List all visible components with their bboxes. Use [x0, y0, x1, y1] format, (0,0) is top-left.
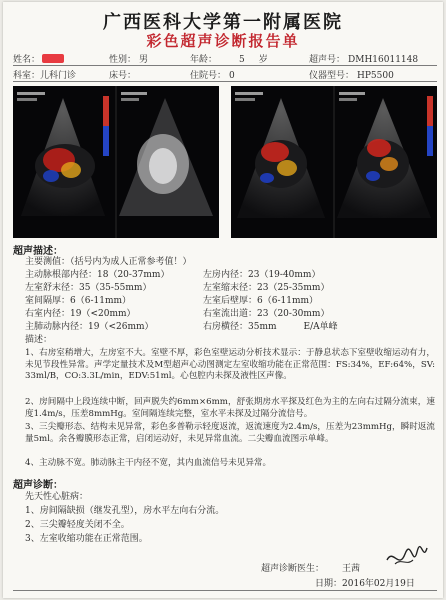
measurement-right: 左室缩末径：23（25-35mm） [203, 283, 330, 293]
dept-field [13, 68, 76, 81]
diagnosis-item: 1、房间隔缺损（继发孔型），房水平左向右分流。 [25, 506, 225, 516]
age-label: 年龄： [190, 55, 218, 65]
us-no-value: DMH16011148 [348, 55, 419, 65]
bed-label: 床号： [109, 71, 137, 81]
description-paragraph-2: 2、房间隔中上段连续中断，回声脱失约6mm×6mm，舒张期房水平探及红色为主的左向右过隔分流束，速度1.4m/s，压差8mmHg。室间隔连续完整，室水平未探及过隔分流信号。 [25, 397, 435, 419]
diagnosis-item: 2、三尖瓣轻度关闭不全。 [25, 520, 130, 530]
date-label: 日期： [315, 579, 343, 589]
report-title: 彩色超声诊断报告单 [146, 32, 300, 50]
handwritten-signature [383, 542, 429, 572]
sex-label: 性别： [109, 55, 137, 65]
ultrasound-images [13, 86, 437, 238]
diagnosis-title: 超声诊断： [13, 480, 63, 491]
diagnosis-item: 先天性心脏病： [25, 492, 89, 502]
doctor-name: 王茜 [342, 564, 361, 574]
dept-label: 科室： [13, 71, 41, 81]
us-no-label: 超声号： [309, 55, 346, 65]
device-label: 仪器型号： [309, 71, 355, 81]
inpatient-label: 住院号： [190, 71, 227, 81]
name-redaction [42, 54, 64, 63]
measurement-left: 主动脉根部内径：18（20-37mm） [25, 270, 170, 280]
name-label: 姓名： [13, 55, 41, 65]
measurement-left: 室间隔厚：6（6-11mm） [25, 296, 132, 306]
doctor-field [261, 561, 360, 574]
description-title: 超声描述： [13, 246, 63, 257]
age-value: 5 [239, 55, 245, 65]
patient-info-row-1 [13, 52, 437, 66]
measurement-right: 左室后壁厚：6（6-11mm） [203, 296, 319, 306]
footer-rule [13, 590, 437, 591]
bed-field [109, 68, 139, 81]
age-field [190, 52, 268, 65]
description-paragraph-3: 3、三尖瓣形态、结构未见异常，彩色多普勒示轻度返流，返流速度为2.4m/s，压差为23mmHg，瞬时返流量5ml。余各瓣膜形态正常，启闭运动好，未见异常血流。二尖瓣血流图示单峰。 [25, 422, 435, 444]
ultrasound-image-left [13, 86, 219, 238]
date-value: 2016年02月19日 [342, 579, 415, 589]
inpatient-value: 0 [229, 71, 235, 81]
measurement-left: 主肺动脉内径：19（<26mm） [25, 322, 154, 332]
measurement-left: 右室内径：19（<20mm） [25, 309, 136, 319]
info-divider-2 [13, 81, 437, 82]
dept-value: 儿科门诊 [40, 71, 77, 81]
measurement-right: 右房横径：35mm E/A单峰 [203, 322, 338, 332]
device-value: HP5500 [357, 71, 394, 81]
measurement-right: 右室流出道：23（20-30mm） [203, 309, 330, 319]
patient-info-row-2 [13, 68, 437, 82]
report-paper [3, 2, 443, 598]
hospital-name: 广西医科大学第一附属医院 [103, 12, 343, 33]
sex-field [109, 52, 148, 65]
name-field [13, 52, 64, 65]
inpatient-field [190, 68, 235, 81]
description-label: 描述： [25, 335, 53, 345]
measurement-left: 左室舒末径：35（35-55mm） [25, 283, 152, 293]
age-unit: 岁 [258, 55, 268, 65]
measurement-right: 左房内径：23（19-40mm） [203, 270, 321, 280]
sex-value: 男 [139, 55, 149, 65]
ultrasound-image-right [231, 86, 437, 238]
description-paragraph-1: 1、右房室稍增大，左房室不大。室壁不厚，彩色室壁运动分析技术显示：于静息状态下室壁收缩运动有力，未见节段性异常。声学定量技术及M型超声心动图测定左室收缩功能在正常范围：FS:34%，EF:64%，SV:33ml/B，CO:3.3L/min，EDV:51ml。心包腔内未探及液性区声像。 [25, 348, 435, 382]
measure-intro: 主要测值：（括号内为成人正常参考值！） [25, 257, 192, 267]
info-divider-1 [13, 65, 437, 66]
date-field [315, 576, 415, 589]
diagnosis-item: 3、左室收缩功能在正常范围。 [25, 534, 148, 544]
description-paragraph-4: 4、主动脉不宽。肺动脉主干内径不宽，其内血流信号未见异常。 [25, 458, 272, 468]
doctor-label: 超声诊断医生： [261, 564, 325, 574]
us-no-field [309, 52, 418, 65]
device-field [309, 68, 394, 81]
